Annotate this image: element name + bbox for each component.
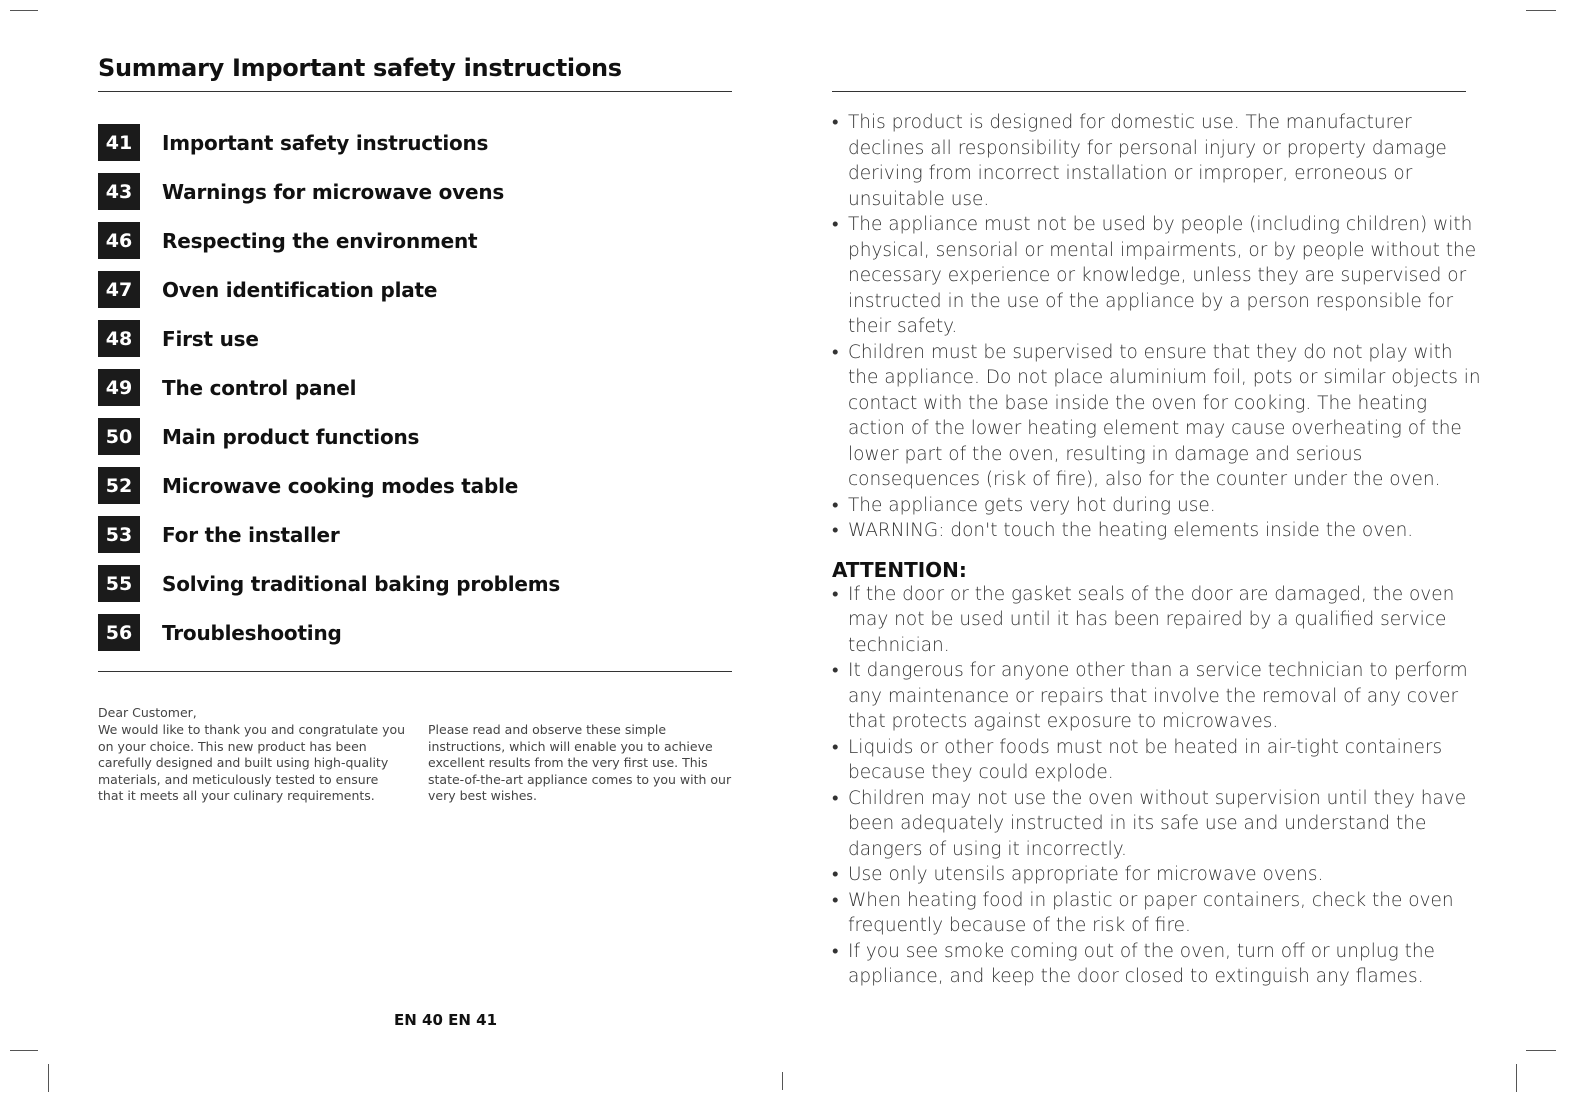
bullet-icon: •: [832, 736, 839, 758]
crop-mark-bottom-right-h: [1526, 1050, 1556, 1051]
page-title: Summary Important safety instructions: [98, 54, 622, 82]
safety-item: [832, 340, 1482, 493]
toc-entry[interactable]: [98, 118, 738, 167]
toc-entry-label: Main product functions: [162, 424, 420, 449]
bullet-icon: •: [832, 889, 839, 911]
attention-item-text: If the door or the gasket seals of the door are damaged, the oven may not be used until it has been repaired by a qualified service technician.: [848, 583, 1455, 656]
toc-entry[interactable]: [98, 510, 738, 559]
page-number-badge: 41: [98, 124, 140, 161]
table-of-contents: [98, 118, 738, 657]
page-number-badge: 47: [98, 271, 140, 308]
page-number-badge: 53: [98, 516, 140, 553]
page-number-badge: 43: [98, 173, 140, 210]
safety-item: [832, 212, 1482, 340]
safety-instructions: [832, 110, 1482, 990]
crop-mark-bottom-left-h: [10, 1050, 38, 1051]
toc-entry-label: The control panel: [162, 375, 357, 400]
bullet-icon: •: [832, 520, 839, 541]
safety-bullet-list: [832, 110, 1482, 544]
page-number-badge: 55: [98, 565, 140, 602]
safety-item-text: Children must be supervised to ensure that they do not play with the appliance. Do not place aluminium foil, pots or similar objects in contact with the base inside the oven for cooking. The heating action of the lower heating element may cause overheating of the lower part of the oven, resulting in damage and serious consequences (risk of fire), also for the counter under the oven.: [848, 341, 1481, 490]
toc-entry-label: Microwave cooking modes table: [162, 473, 519, 498]
bullet-icon: •: [832, 787, 839, 809]
attention-item-text: Children may not use the oven without supervision until they have been adequately instructed in its safe use and understand the dangers of using it incorrectly.: [848, 787, 1467, 860]
page-number-badge: 49: [98, 369, 140, 406]
page-number-badge: 46: [98, 222, 140, 259]
title-rule: [98, 91, 732, 92]
toc-entry[interactable]: [98, 216, 738, 265]
toc-entry[interactable]: [98, 608, 738, 657]
attention-item-text: If you see smoke coming out of the oven, turn off or unplug the appliance, and keep the door closed to extinguish any flames.: [848, 940, 1435, 987]
right-column-rule: [832, 91, 1466, 92]
bullet-icon: •: [832, 112, 839, 133]
attention-item: [832, 939, 1482, 990]
toc-entry[interactable]: [98, 412, 738, 461]
toc-entry-label: Solving traditional baking problems: [162, 571, 561, 596]
letter-paragraph-1: We would like to thank you and congratulate you on your choice. This new product has been carefully designed and built using high-quality materials, and meticulously tested to ensure that it meets all your culinary requirements.: [98, 722, 406, 803]
toc-entry[interactable]: [98, 167, 738, 216]
toc-entry-label: Troubleshooting: [162, 620, 342, 645]
bullet-icon: •: [832, 583, 839, 605]
toc-entry-label: First use: [162, 326, 259, 351]
crop-mark-top-right: [1526, 10, 1556, 11]
toc-entry-label: Oven identification plate: [162, 277, 438, 302]
attention-item: [832, 582, 1482, 659]
toc-entry-label: Warnings for microwave ovens: [162, 179, 505, 204]
bullet-icon: •: [832, 660, 839, 681]
attention-item: [832, 786, 1482, 863]
safety-item: [832, 110, 1482, 212]
safety-item-text: The appliance gets very hot during use.: [848, 494, 1216, 516]
attention-item-text: When heating food in plastic or paper containers, check the oven frequently because of the risk of fire.: [848, 889, 1454, 936]
safety-item-text: This product is designed for domestic use. The manufacturer declines all responsibility for personal injury or property damage deriving from incorrect installation or improper, erroneous or unsuitable use.: [848, 112, 1447, 210]
crop-mark-top-left: [10, 10, 38, 11]
attention-bullet-list: [832, 582, 1482, 990]
bullet-icon: •: [832, 494, 839, 516]
crop-mark-bottom-right-v: [1516, 1064, 1517, 1092]
toc-entry[interactable]: [98, 265, 738, 314]
safety-item-text: WARNING: don't touch the heating elements inside the oven.: [848, 520, 1414, 541]
letter-greeting: Dear Customer,: [98, 705, 197, 720]
attention-item: [832, 658, 1482, 735]
bullet-icon: •: [832, 864, 839, 885]
page-number-badge: 50: [98, 418, 140, 455]
attention-heading: ATTENTION:: [832, 557, 967, 582]
toc-entry[interactable]: [98, 559, 738, 608]
page-number-badge: 52: [98, 467, 140, 504]
page-number-badge: 56: [98, 614, 140, 651]
crop-mark-bottom-center: [782, 1072, 783, 1090]
safety-item: [832, 493, 1482, 519]
safety-item-text: The appliance must not be used by people (including children) with physical, sensorial or mental impairments, or by people without the necessary experience or knowledge, unless they are supervised or instructed in the use of the appliance by a person responsible for their safety.: [848, 214, 1477, 337]
attention-item: [832, 735, 1482, 786]
attention-item: [832, 888, 1482, 939]
toc-bottom-rule: [98, 671, 732, 672]
toc-entry-label: Respecting the environment: [162, 228, 478, 253]
attention-item-text: It dangerous for anyone other than a service technician to perform any maintenance or repairs that involve the removal of any cover that protects against exposure to microwaves.: [848, 660, 1468, 732]
toc-entry[interactable]: [98, 461, 738, 510]
toc-entry-label: Important safety instructions: [162, 130, 489, 155]
letter-paragraph-2: Please read and observe these simple instructions, which will enable you to achieve excellent results from the very first use. This state-of-the-art appliance comes to you with our very best wishes.: [428, 722, 732, 803]
safety-item: [832, 518, 1482, 544]
bullet-icon: •: [832, 214, 839, 235]
toc-entry[interactable]: [98, 363, 738, 412]
toc-entry-label: For the installer: [162, 522, 340, 547]
toc-entry[interactable]: [98, 314, 738, 363]
attention-item-text: Use only utensils appropriate for microwave ovens.: [848, 864, 1324, 885]
bullet-icon: •: [832, 940, 839, 962]
attention-item: [832, 862, 1482, 888]
bullet-icon: •: [832, 341, 839, 363]
page-footer: EN 40 EN 41: [394, 1011, 498, 1029]
crop-mark-bottom-left-v: [48, 1064, 49, 1092]
page-number-badge: 48: [98, 320, 140, 357]
attention-item-text: Liquids or other foods must not be heated in air-tight containers because they could explode.: [848, 736, 1443, 783]
